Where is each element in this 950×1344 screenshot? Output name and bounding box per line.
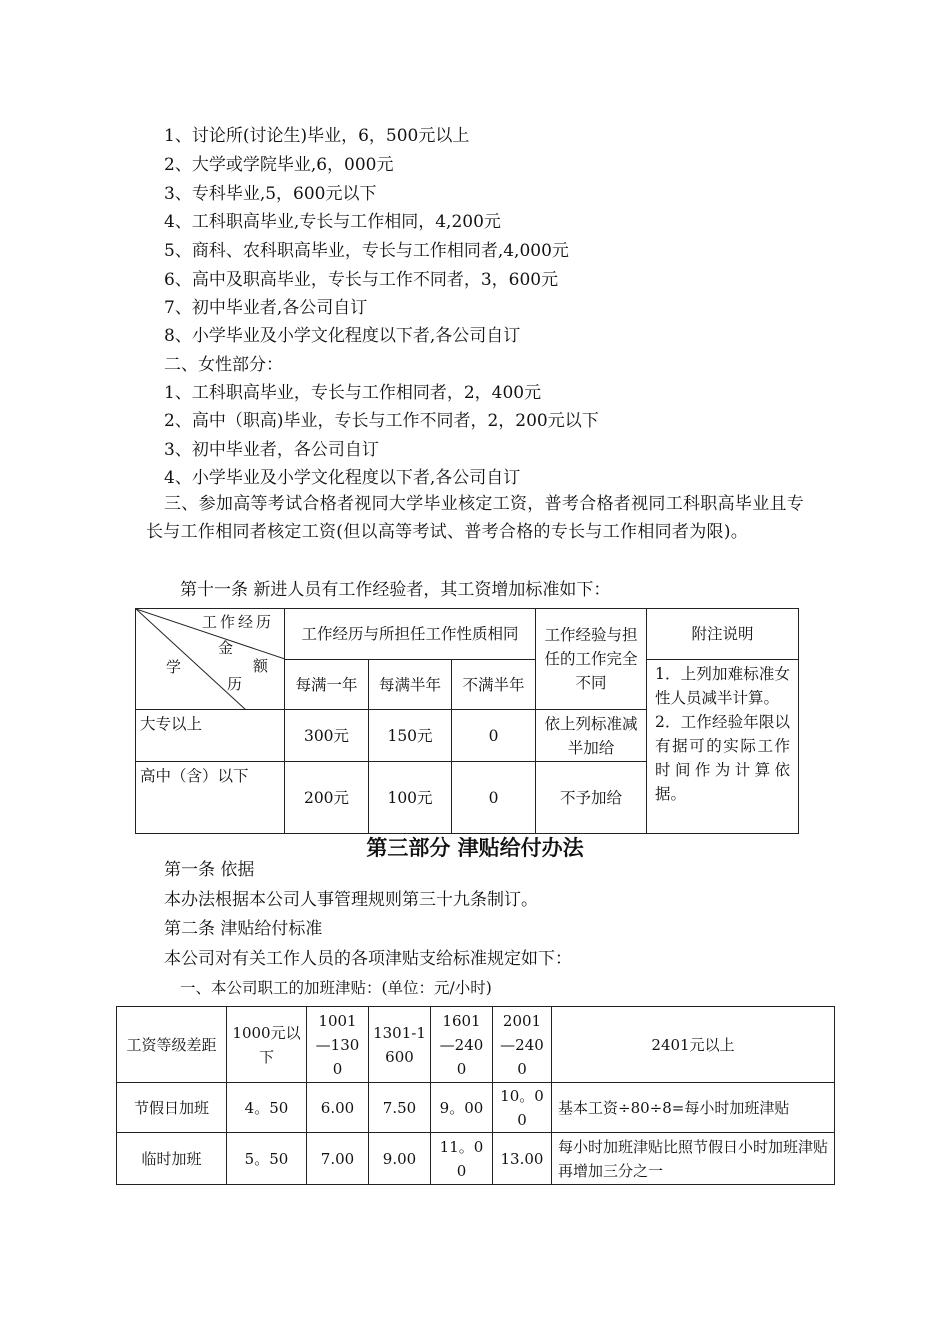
- intro-line: 7、初中毕业者,各公司自订: [164, 298, 368, 318]
- intro-line: 4、工科职高毕业,专长与工作相同，4,200元: [164, 212, 501, 232]
- article-one-body: 本办法根据本公司人事管理规则第三十九条制订。: [164, 890, 538, 910]
- note-line: 1．上列加难标准女性人员减半计算。: [655, 665, 791, 707]
- table-cell: 100元: [369, 762, 452, 834]
- table-cell: 9.00: [369, 1133, 431, 1185]
- table-cell: 200元: [285, 762, 369, 834]
- header-range: 1301-1600: [369, 1007, 431, 1083]
- overtime-caption: 一、本公司职工的加班津贴：(单位：元/小时): [180, 979, 492, 997]
- overtime-allowance-table: [116, 1006, 835, 1185]
- article-one: 第一条 依据: [164, 860, 255, 880]
- row-label: 临时加班: [117, 1133, 227, 1185]
- row-label: 节假日加班: [117, 1083, 227, 1133]
- table-cell: 0: [452, 710, 536, 762]
- diag-label-edu-1: 学: [166, 658, 182, 676]
- intro-line: 4、小学毕业及小学文化程度以下者,各公司自订: [164, 468, 521, 488]
- header-range: 1601—2400: [431, 1007, 493, 1083]
- row-label: 大专以上: [136, 710, 285, 762]
- intro-line: 6、高中及职高毕业，专长与工作不同者，3，600元: [164, 270, 559, 290]
- intro-line: 3、初中毕业者，各公司自订: [164, 440, 379, 460]
- experience-salary-table: [135, 608, 799, 834]
- article-two-body: 本公司对有关工作人员的各项津贴支给标准规定如下：: [164, 949, 572, 969]
- table-note-cell: 基本工资÷80÷8=每小时加班津贴: [552, 1083, 835, 1133]
- table-cell: 6.00: [307, 1083, 369, 1133]
- diag-label-amount-1: 金: [218, 639, 234, 657]
- article-eleven: 第十一条 新进人员有工作经验者，其工资增加标准如下：: [180, 580, 611, 600]
- table-cell: 7.00: [307, 1133, 369, 1185]
- section-heading-female: 二、女性部分：: [164, 355, 283, 375]
- table-cell: 13.00: [493, 1133, 552, 1185]
- table-cell: 300元: [285, 710, 369, 762]
- intro-line: 2、高中（职高)毕业，专长与工作不同者，2，200元以下: [164, 411, 599, 431]
- intro-line: 1、讨论所(讨论生)毕业，6，500元以上: [164, 126, 470, 146]
- table-cell: 9。00: [431, 1083, 493, 1133]
- table-cell: 0: [452, 762, 536, 834]
- header-range: 1000元以下: [227, 1007, 307, 1083]
- header-different-experience: 工作经验与担任的工作完全不同: [536, 609, 647, 710]
- diagonal-header-cell: [136, 609, 285, 710]
- header-range: 1001—1300: [307, 1007, 369, 1083]
- table-cell: 不予加给: [536, 762, 647, 834]
- table-cell: 150元: [369, 710, 452, 762]
- diag-label-experience: 工作经历: [202, 613, 275, 631]
- article-two: 第二条 津贴给付标准: [164, 919, 323, 939]
- paragraph-three: 三、参加高等考试合格者视同大学毕业核定工资，普考合格者视同工科职高毕业且专长与工作相同者核定工资(但以高等考试、普考合格的专长与工作相同者为限)。: [146, 494, 805, 542]
- header-same-experience: 工作经历与所担任工作性质相同: [285, 609, 536, 660]
- header-range: 2401元以上: [552, 1007, 835, 1083]
- subheader-under-half: 不满半年: [452, 660, 536, 710]
- table-cell: 11。00: [431, 1133, 493, 1185]
- diag-label-edu-2: 历: [227, 675, 243, 693]
- table-cell: 5。50: [227, 1133, 307, 1185]
- intro-line: 5、商科、农科职高毕业，专长与工作相同者,4,000元: [164, 241, 569, 261]
- table-note-cell: 每小时加班津贴比照节假日小时加班津贴再增加三分之一: [552, 1133, 835, 1185]
- header-range: 2001—2400: [493, 1007, 552, 1083]
- table-cell: 4。50: [227, 1083, 307, 1133]
- subheader-full-year: 每满一年: [285, 660, 369, 710]
- note-line: 2．工作经验年限以有据可的实际工作时间作为计算依据。: [655, 713, 791, 803]
- intro-line: 1、工科职高毕业，专长与工作相同者，2，400元: [164, 383, 542, 403]
- table-cell: 依上列标准减半加给: [536, 710, 647, 762]
- note-cell: [647, 660, 799, 834]
- subheader-half-year: 每满半年: [369, 660, 452, 710]
- table-cell: 10。00: [493, 1083, 552, 1133]
- intro-line: 2、大学或学院毕业,6，000元: [164, 155, 394, 175]
- header-grade: 工资等级差距: [117, 1007, 227, 1083]
- intro-line: 3、专科毕业,5，600元以下: [164, 184, 377, 204]
- header-note: 附注说明: [647, 609, 799, 660]
- diag-label-amount-2: 额: [253, 657, 269, 675]
- part3-title: 第三部分 津贴给付办法: [366, 835, 584, 860]
- table-cell: 7.50: [369, 1083, 431, 1133]
- row-label: 高中（含）以下: [136, 762, 285, 834]
- intro-line: 8、小学毕业及小学文化程度以下者,各公司自订: [164, 326, 521, 346]
